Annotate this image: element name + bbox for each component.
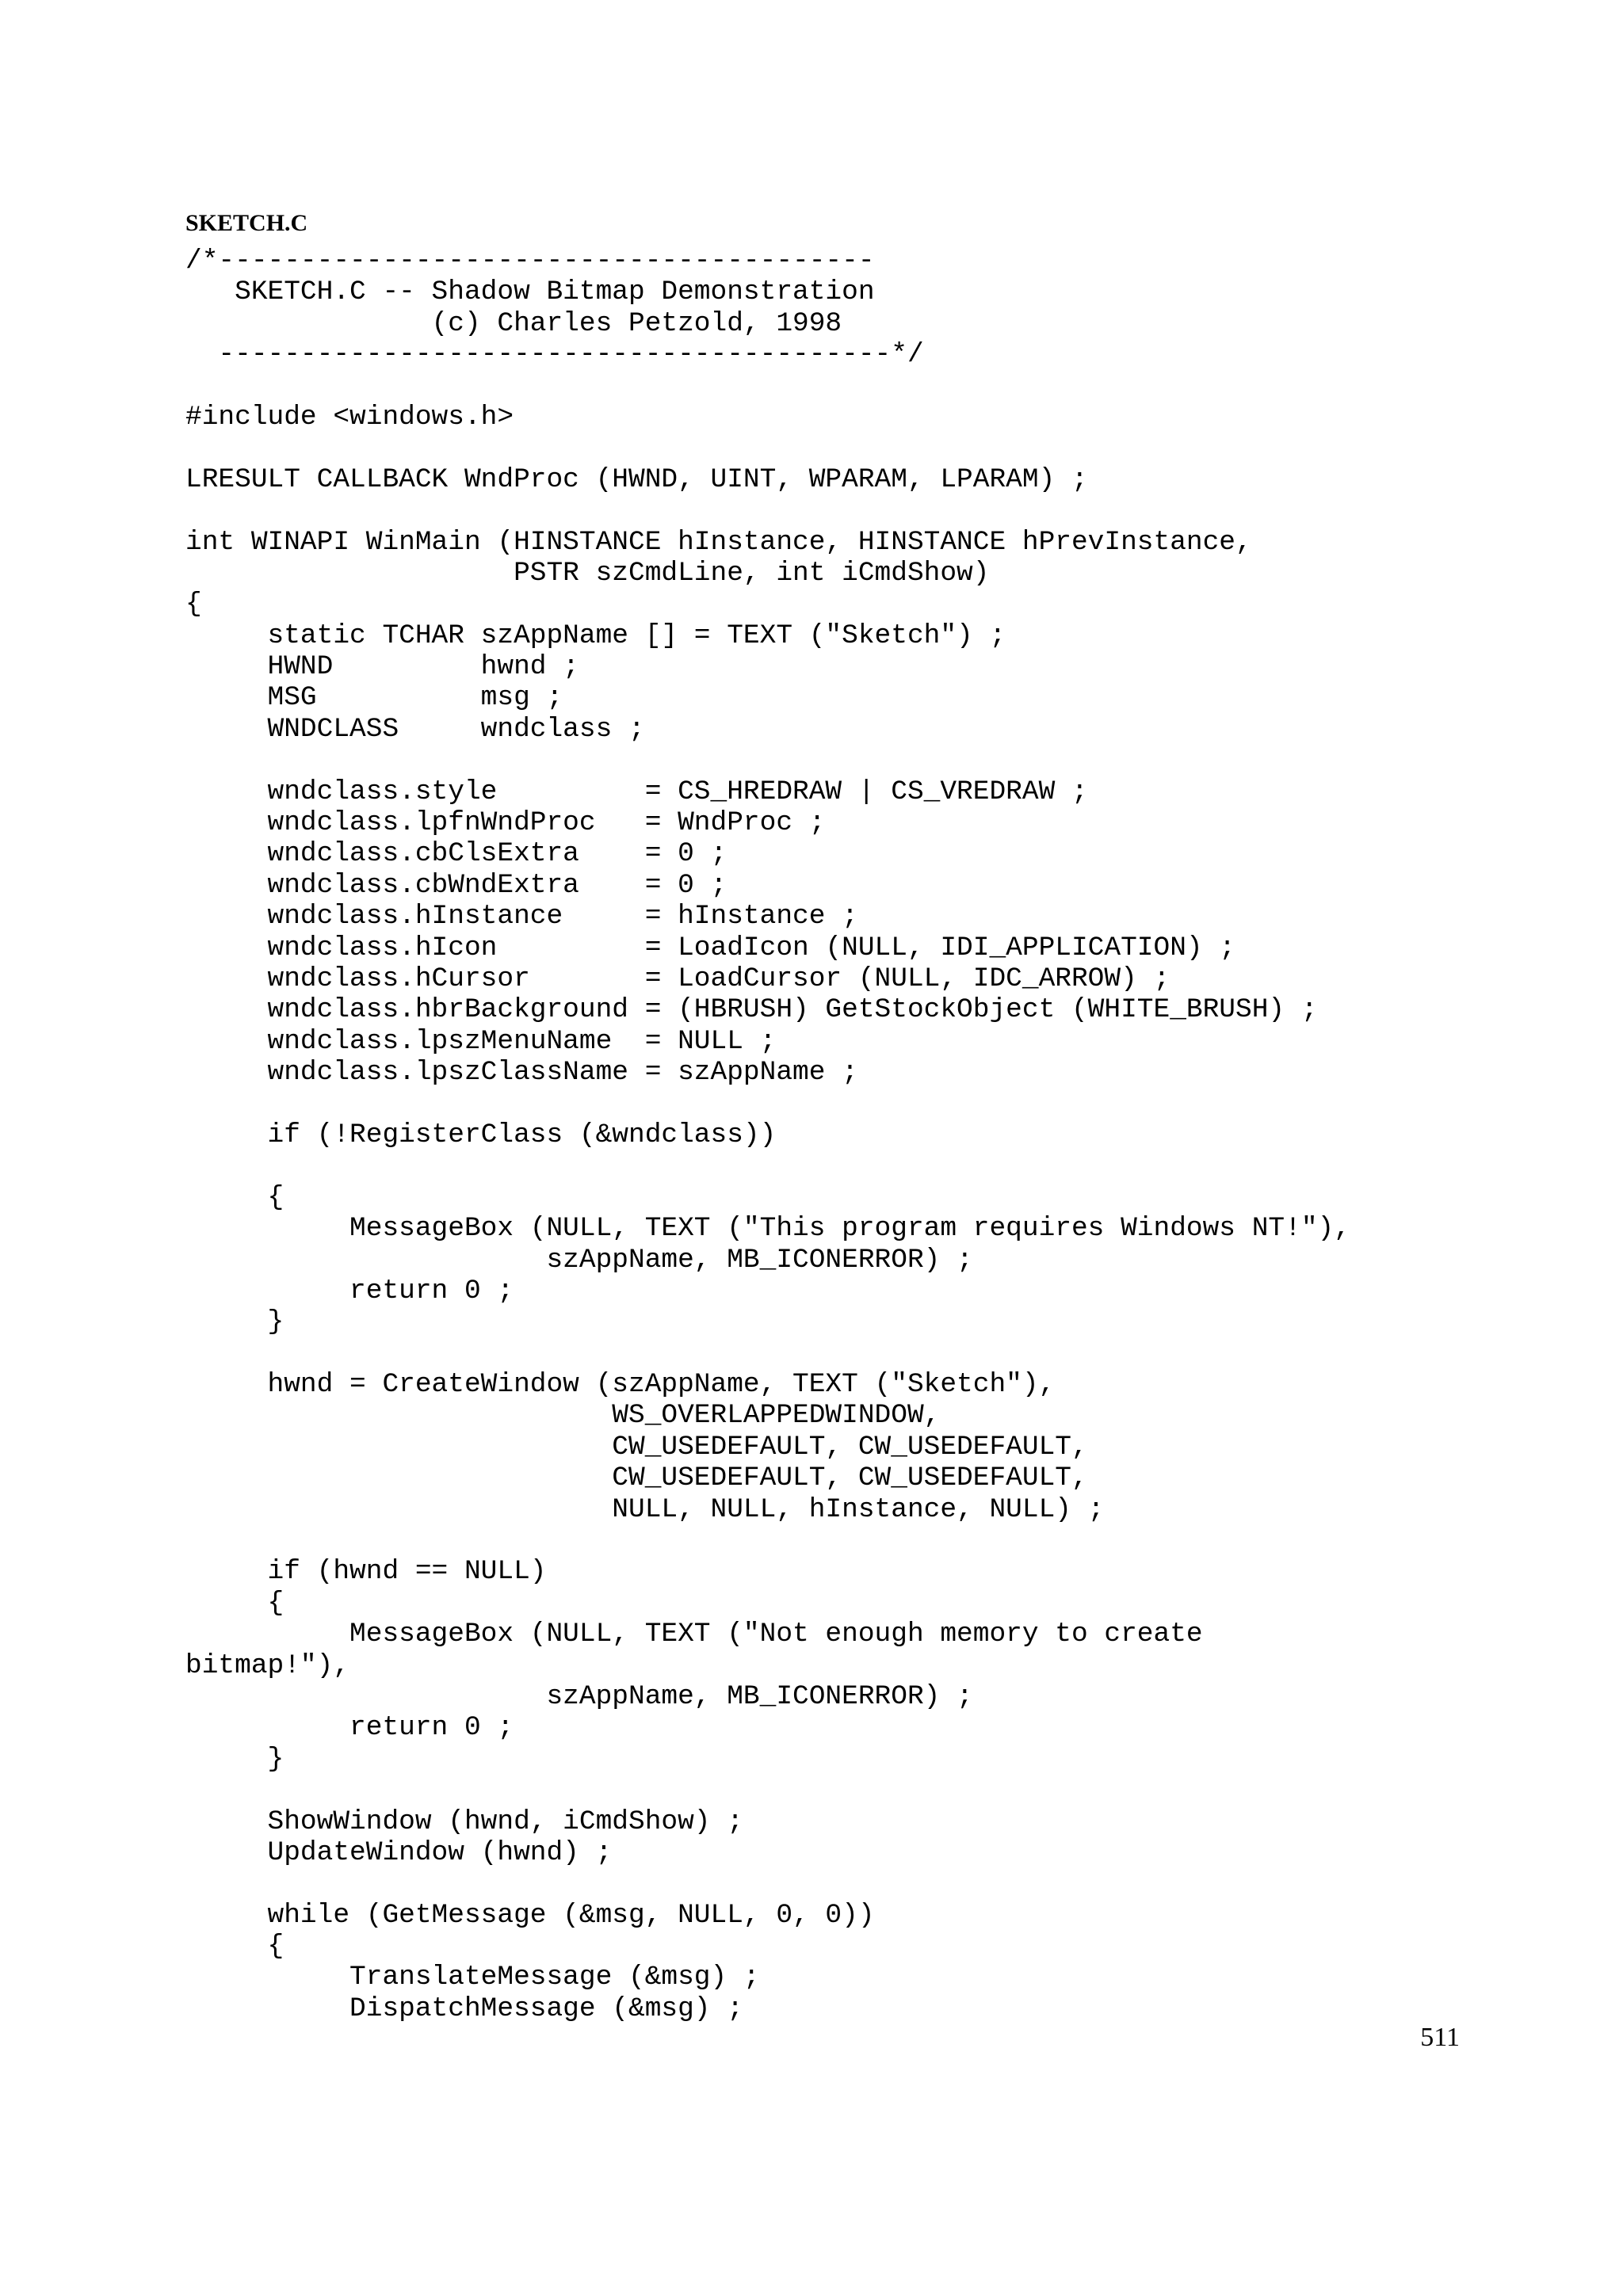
code-line: wndclass.lpszClassName = szAppName ; — [185, 1057, 858, 1089]
code-line: PSTR szCmdLine, int iCmdShow) — [185, 557, 990, 589]
code-line: MSG msg ; — [185, 682, 563, 714]
code-line: CW_USEDEFAULT, CW_USEDEFAULT, — [185, 1463, 1088, 1494]
code-line — [185, 1775, 1350, 1806]
page-number: 511 — [1420, 2023, 1460, 2052]
code-line: /*---------------------------------------- — [185, 246, 875, 277]
code-line — [185, 1868, 1350, 1899]
code-line: CW_USEDEFAULT, CW_USEDEFAULT, — [185, 1431, 1088, 1463]
code-line: wndclass.cbWndExtra = 0 ; — [185, 869, 727, 901]
section-heading: SKETCH.C — [185, 210, 308, 236]
code-line — [185, 1089, 1350, 1119]
code-listing — [185, 246, 1350, 2024]
code-line: while (GetMessage (&msg, NULL, 0, 0)) — [185, 1899, 875, 1931]
code-line: } — [185, 1743, 285, 1775]
code-line: ShowWindow (hwnd, iCmdShow) ; — [185, 1806, 743, 1837]
code-line: szAppName, MB_ICONERROR) ; — [185, 1244, 973, 1276]
code-line: MessageBox (NULL, TEXT ("This program requires Windows NT!"), — [185, 1213, 1350, 1245]
code-line: wndclass.hCursor = LoadCursor (NULL, IDC_ARROW) ; — [185, 963, 1170, 994]
code-line: { — [185, 1931, 285, 1962]
code-line — [185, 495, 1350, 526]
code-line: HWND hwnd ; — [185, 651, 579, 683]
code-line — [185, 1338, 1350, 1369]
code-line: wndclass.hInstance = hInstance ; — [185, 901, 858, 933]
code-line: (c) Charles Petzold, 1998 — [185, 307, 842, 339]
code-line: wndclass.hbrBackground = (HBRUSH) GetStockObject (WHITE_BRUSH) ; — [185, 994, 1318, 1026]
code-line: if (hwnd == NULL) — [185, 1556, 547, 1588]
code-line: #include <windows.h> — [185, 401, 514, 433]
code-line: LRESULT CALLBACK WndProc (HWND, UINT, WPARAM, LPARAM) ; — [185, 463, 1088, 495]
code-line: SKETCH.C -- Shadow Bitmap Demonstration — [185, 277, 875, 308]
code-line: { — [185, 1587, 285, 1619]
code-line: static TCHAR szAppName [] = TEXT ("Sketch") ; — [185, 620, 1006, 651]
code-line: wndclass.lpszMenuName = NULL ; — [185, 1025, 777, 1057]
code-line: UpdateWindow (hwnd) ; — [185, 1836, 613, 1868]
code-line — [185, 745, 1350, 776]
code-line: MessageBox (NULL, TEXT ("Not enough memory to create — [185, 1619, 1203, 1650]
code-line — [185, 1525, 1350, 1556]
code-line: return 0 ; — [185, 1712, 514, 1744]
code-line: WS_OVERLAPPEDWINDOW, — [185, 1400, 941, 1432]
code-line: -----------------------------------------*/ — [185, 339, 924, 371]
code-line: szAppName, MB_ICONERROR) ; — [185, 1680, 973, 1712]
code-line — [185, 371, 1350, 402]
code-line: DispatchMessage (&msg) ; — [185, 1993, 743, 2024]
code-line: return 0 ; — [185, 1275, 514, 1306]
code-line: if (!RegisterClass (&wndclass)) — [185, 1119, 777, 1150]
code-line: int WINAPI WinMain (HINSTANCE hInstance, HINSTANCE hPrevInstance, — [185, 526, 1252, 558]
code-line: TranslateMessage (&msg) ; — [185, 1962, 760, 1993]
code-line: hwnd = CreateWindow (szAppName, TEXT ("Sketch"), — [185, 1369, 1056, 1401]
code-line: NULL, NULL, hInstance, NULL) ; — [185, 1493, 1105, 1525]
code-line: bitmap!"), — [185, 1650, 350, 1681]
code-line: wndclass.lpfnWndProc = WndProc ; — [185, 807, 826, 839]
code-line: { — [185, 1181, 285, 1213]
code-line: { — [185, 589, 202, 620]
code-line: wndclass.cbClsExtra = 0 ; — [185, 838, 727, 870]
code-line: } — [185, 1306, 285, 1338]
code-line: wndclass.hIcon = LoadIcon (NULL, IDI_APPLICATION) ; — [185, 932, 1236, 963]
code-line — [185, 1150, 1350, 1181]
code-line — [185, 433, 1350, 463]
code-line: wndclass.style = CS_HREDRAW | CS_VREDRAW ; — [185, 776, 1088, 807]
code-line: WNDCLASS wndclass ; — [185, 713, 645, 745]
